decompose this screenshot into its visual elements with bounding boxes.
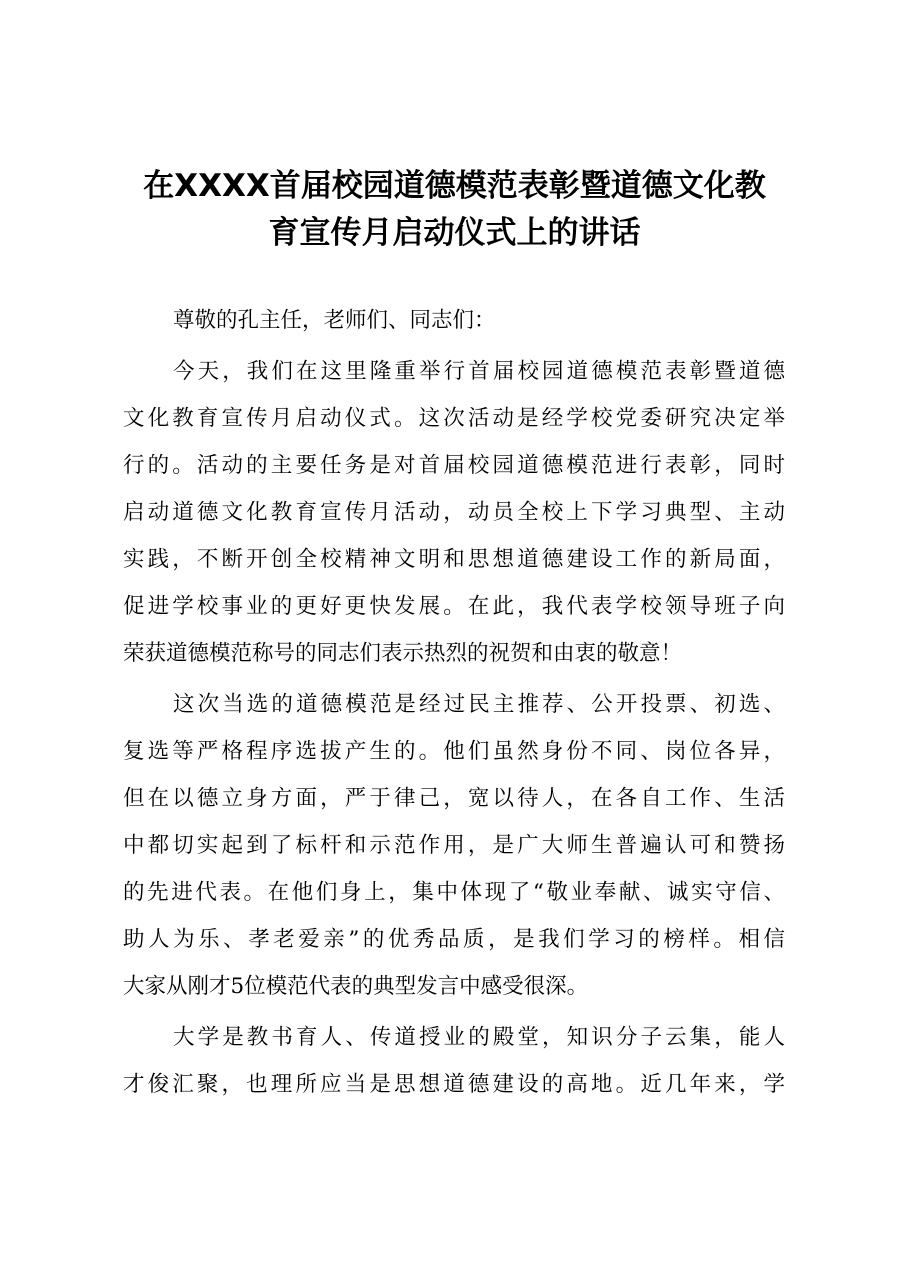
paragraph-2 (123, 681, 785, 1010)
text-line: 才俊汇聚，也理所应当是思想道德建设的高地。近几年来，学 (123, 1072, 785, 1097)
text-line: 荣获道德模范称号的同志们表示热烈的祝贺和由衷的敬意！ (123, 641, 683, 666)
paragraph-1 (123, 348, 785, 677)
text-line: 但在以德立身方面，严于律己，宽以待人，在各自工作、生活 (123, 786, 785, 811)
document-title (100, 163, 809, 257)
text-line: 中都切实起到了标杆和示范作用，是广大师生普遍认可和赞扬 (123, 833, 785, 858)
title-line: 在XXXX首届校园道德模范表彰暨道德文化教 (143, 168, 766, 204)
text-line: 复选等严格程序选拔产生的。他们虽然身份不同、岗位各异， (123, 739, 785, 764)
text-line: 大学是教书育人、传道授业的殿堂，知识分子云集，能人 (173, 1025, 785, 1050)
text-line: 的先进代表。在他们身上，集中体现了“敬业奉献、诚实守信、 (123, 880, 785, 905)
text-line: 实践，不断开创全校精神文明和思想道德建设工作的新局面， (123, 547, 785, 572)
salutation: 尊敬的孔主任，老师们、同志们： (173, 308, 496, 333)
paragraph-3 (123, 1014, 785, 1108)
text-line: 启动道德文化教育宣传月活动，动员全校上下学习典型、主动 (123, 500, 785, 525)
salutation-paragraph (123, 297, 785, 344)
text-line: 大家从刚才5位模范代表的典型发言中感受很深。 (123, 974, 589, 999)
text-line: 文化教育宣传月启动仪式。这次活动是经学校党委研究决定举 (123, 406, 785, 431)
text-line: 这次当选的道德模范是经过民主推荐、公开投票、初选、 (173, 692, 785, 717)
title-line: 育宣传月启动仪式上的讲话 (268, 215, 641, 251)
document-body (123, 297, 785, 1112)
text-line: 助人为乐、孝老爱亲”的优秀品质，是我们学习的榜样。相信 (123, 927, 785, 952)
text-line: 促进学校事业的更好更快发展。在此，我代表学校领导班子向 (123, 594, 785, 619)
text-line: 今天，我们在这里隆重举行首届校园道德模范表彰暨道德 (173, 359, 785, 384)
text-line: 行的。活动的主要任务是对首届校园道德模范进行表彰，同时 (123, 453, 785, 478)
